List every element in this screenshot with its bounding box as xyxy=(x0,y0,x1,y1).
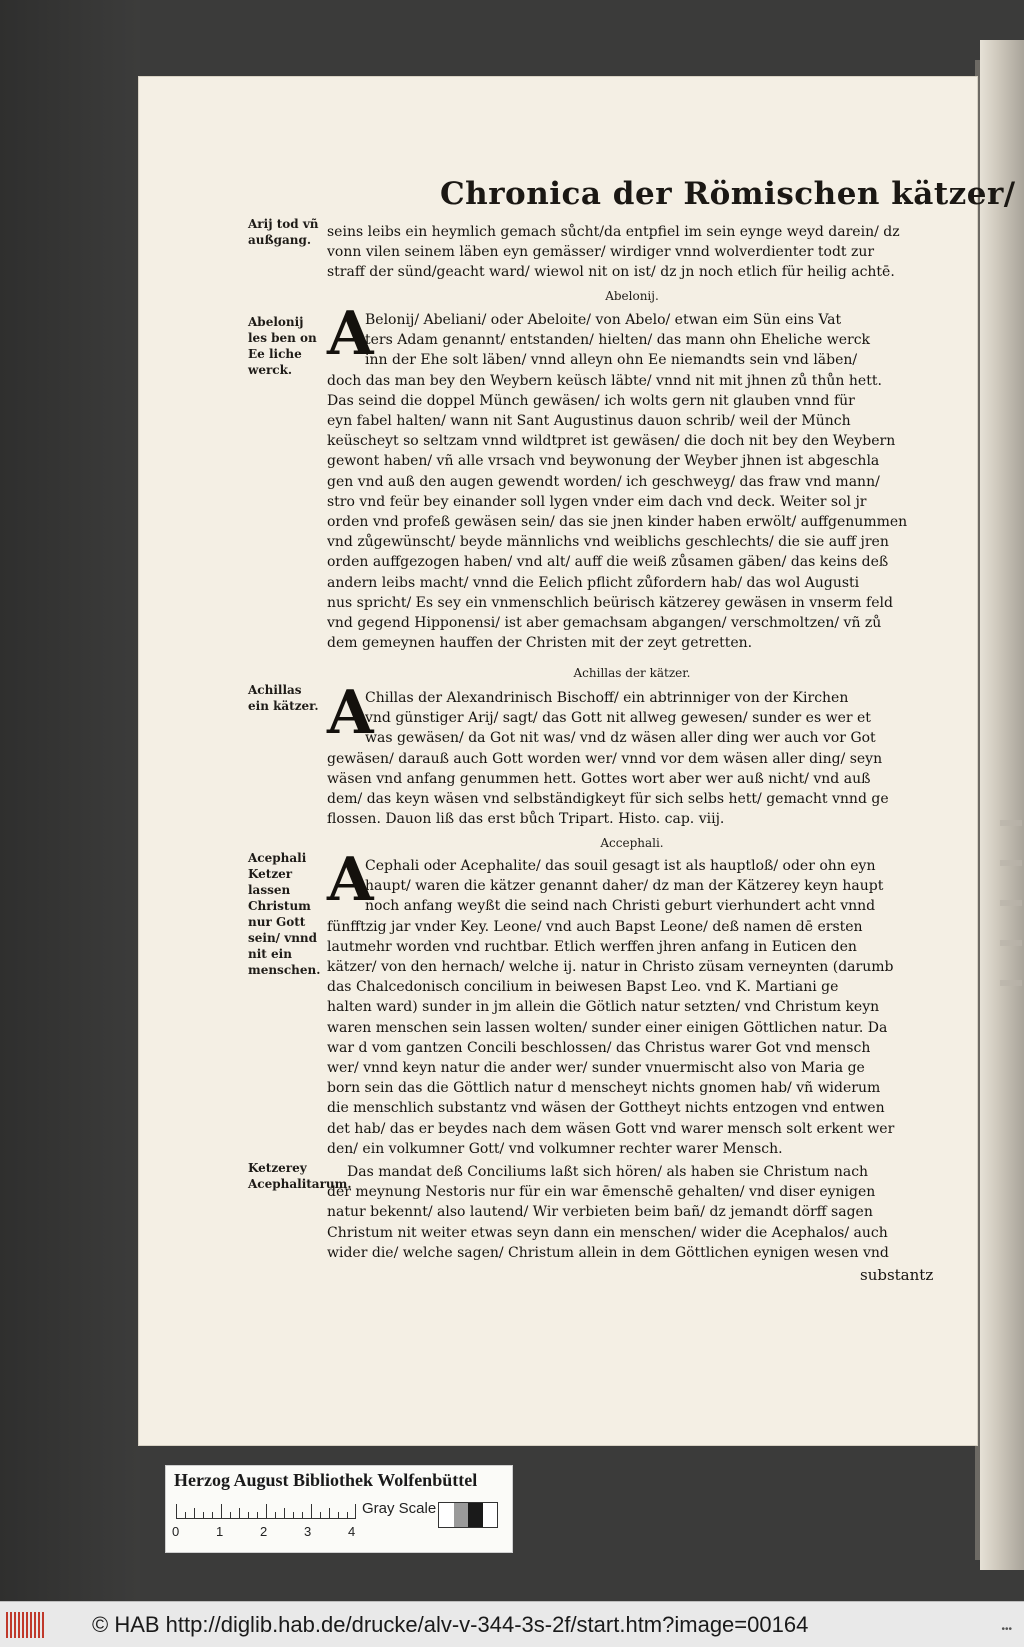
ruler-tick xyxy=(230,1512,231,1518)
drop-cap: A xyxy=(327,845,374,915)
ruler-number: 4 xyxy=(348,1524,356,1539)
margin-note: Arij tod vñ außgang. xyxy=(248,217,319,247)
gray-scale-swatches xyxy=(438,1502,498,1528)
text-line: keüscheyt so seltzam vnnd wildtpret ist gewäsen/ die doch nit bey den Weybern xyxy=(327,433,896,450)
gray-scale-label: Gray Scale xyxy=(362,1500,437,1517)
ruler-tick xyxy=(194,1508,195,1518)
text-line: was gewäsen/ da Got nit was/ vnd dz wäsen aller ding wer auch vor Got xyxy=(365,730,876,747)
gray-swatch xyxy=(468,1503,483,1527)
text-line: inn der Ehe solt läben/ vnnd alleyn ohn Ee niemandts sein vnd läben/ xyxy=(365,352,858,369)
text-line: war d vom gantzen Concili beschlossen/ das Christus warer Got vnd mensch xyxy=(327,1039,871,1056)
paragraph xyxy=(327,688,937,829)
text-line: Das mandat deß Conciliums laßt sich hören/ als haben sie Christum nach xyxy=(347,1164,869,1180)
ruler-tick xyxy=(203,1512,204,1518)
catchword: substantz xyxy=(860,1266,934,1284)
text-line: Christum nit weiter etwas seyn dann ein menschen/ wider die Acephalos/ auch xyxy=(327,1224,888,1241)
text-line: straff der sünd/geacht ward/ wiewol nit on ist/ dz jn noch etlich für heilig achtē. xyxy=(327,264,895,281)
paragraph xyxy=(327,310,937,653)
text-line: waren menschen sein lassen wolten/ sunder einer einigen Göttlichen natur. Da xyxy=(327,1019,888,1036)
more-icon: ••• xyxy=(1001,1624,1012,1635)
margin-note: Achillas ein kätzer. xyxy=(248,683,319,713)
text-line: det hab/ das er beydes nach dem wäsen Gott vnd warer mensch solt erkent wer xyxy=(327,1120,895,1137)
text-line: die menschlich substantz vnd wäsen der Gottheyt nichts entzogen vnd entwen xyxy=(327,1100,885,1117)
ruler-tick xyxy=(302,1512,303,1518)
ruler-tick xyxy=(338,1512,339,1518)
ruler-tick xyxy=(257,1512,258,1518)
text-line: den/ ein volkumner Gott/ vnd volkumner rechter warer Mensch. xyxy=(327,1140,783,1157)
gray-swatch xyxy=(483,1503,498,1527)
text-line: orden auffgezogen haben/ vnd alt/ auff die weiß zůsamen gäben/ das keins deß xyxy=(327,554,889,571)
paragraph xyxy=(327,1162,937,1263)
ruler-tick xyxy=(221,1504,222,1518)
ruler-number: 0 xyxy=(172,1524,180,1539)
ruler-tick xyxy=(355,1504,356,1518)
text-line: doch das man bey den Weybern keüsch läbte/ vnnd nit mit jhnen zů thůn hett. xyxy=(327,372,882,389)
text-line: andern leibs macht/ vnnd die Eelich pflicht zůfordern hab/ das wol Augusti xyxy=(327,574,860,591)
text-line: gewäsen/ darauß auch Gott worden wer/ vnnd vor dem wäsen aller ding/ seyn xyxy=(327,750,883,767)
margin-note: Acephali Ketzer lassen Christum nur Gott sein/ vnnd nit ein menschen. xyxy=(248,851,321,977)
copyright-url[interactable]: © HAB http://diglib.hab.de/drucke/alv-v-344-3s-2f/start.htm?image=00164 xyxy=(92,1612,809,1637)
ruler-tick xyxy=(266,1504,267,1518)
text-line: wäsen vnd anfang genummen hett. Gottes wort aber wer auß nicht/ vnd auß xyxy=(327,770,871,787)
text-line: natur bekennt/ also lautend/ Wir verbieten beim bañ/ dz jemandt dörff sagen xyxy=(327,1204,873,1221)
ruler-tick xyxy=(347,1512,348,1518)
text-line: seins leibs ein heymlich gemach sůcht/da entpfiel im sein eynge weyd darein/ dz xyxy=(327,224,900,240)
bleed-through-line xyxy=(1000,820,1022,826)
bleed-through-line xyxy=(1000,980,1022,986)
ruler-number: 2 xyxy=(260,1524,268,1539)
text-line: orden vnd profeß gewäsen sein/ das sie jnen kinder haben erwölt/ auffgenummen xyxy=(327,514,908,531)
page-title: Chronica der Römischen kätzer/ xyxy=(440,176,1016,212)
text-line: halten ward) sunder in jm allein die Götlich natur setzten/ vnd Christum keyn xyxy=(327,999,880,1016)
ruler-tick xyxy=(284,1508,285,1518)
ruler-tick xyxy=(329,1508,330,1518)
paragraph xyxy=(327,856,937,1159)
paragraph xyxy=(327,222,937,283)
scale-ruler xyxy=(176,1498,356,1519)
text-line: lautmehr worden vnd ruchtbar. Etlich werffen jhren anfang in Euticen den xyxy=(327,938,857,955)
ruler-number: 3 xyxy=(304,1524,312,1539)
hab-logo-icon xyxy=(6,1612,46,1638)
text-line: born sein das die Göttlich natur d menscheyt nichts gnomen hab/ vñ widerum xyxy=(327,1080,881,1097)
bleed-through-line xyxy=(1000,860,1022,866)
text-line: Belonij/ Abeliani/ oder Abeloite/ von Abelo/ etwan eim Sün eins Vat xyxy=(365,312,842,328)
text-line: Chillas der Alexandrinisch Bischoff/ ein abtrinniger von der Kirchen xyxy=(365,690,849,706)
ruler-tick xyxy=(320,1512,321,1518)
text-line: dem gemeynen hauffen der Christen mit der zeyt getretten. xyxy=(327,635,753,652)
drop-cap: A xyxy=(327,299,374,369)
margin-note: Ketzerey Acephalitarum. xyxy=(248,1161,352,1191)
ruler-tick xyxy=(176,1504,177,1518)
text-line: Cephali oder Acephalite/ das souil gesagt ist als hauptloß/ oder ohn eyn xyxy=(365,858,876,874)
left-shadow xyxy=(0,0,140,1601)
ruler-tick xyxy=(293,1512,294,1518)
text-line: wer/ vnnd keyn natur die ander wer/ sunder vnuermischt also von Maria ge xyxy=(327,1060,865,1077)
text-line: der meynung Nestoris nur für ein war ēmenschē gehalten/ vnd diser eynigen xyxy=(327,1184,876,1201)
text-line: eyn fabel halten/ wann nit Sant Augustinus dauon schrib/ weil der Münch xyxy=(327,413,851,430)
ruler-tick xyxy=(311,1504,312,1518)
text-line: gen vnd auß den augen gewendt worden/ ich geschweyg/ das fraw vnd mann/ xyxy=(327,473,880,490)
section-heading: Accephali. xyxy=(600,836,664,850)
text-line: kätzer/ von den hernach/ welche ij. natur in Christo züsam verneynten (darumb xyxy=(327,959,894,976)
text-line: Das seind die doppel Münch gewäsen/ ich wolts gern nit glauben vnnd für xyxy=(327,392,855,409)
bleed-through-line xyxy=(1000,900,1022,906)
text-line: nus spricht/ Es sey ein vnmenschlich beürisch kätzerey gewäsen in vnserm feld xyxy=(327,594,893,611)
color-calibration-card xyxy=(165,1465,513,1553)
text-line: flossen. Dauon liß das erst bůch Tripart. Histo. cap. viij. xyxy=(327,811,725,828)
library-name: Herzog August Bibliothek Wolfenbüttel xyxy=(174,1470,478,1490)
next-page-edge xyxy=(980,40,1024,1570)
ruler-tick xyxy=(185,1512,186,1518)
margin-note: Abelonij les ben on Ee liche werck. xyxy=(248,315,317,377)
text-line: gewont haben/ vñ alle vrsach vnd beywonung der Weyber jhnen ist abgeschla xyxy=(327,453,880,470)
text-line: stro vnd feür bey einander soll lygen vnder eim dach vnd deck. Weiter sol jr xyxy=(327,493,867,510)
section-heading: Achillas der kätzer. xyxy=(573,666,691,680)
section-heading: Abelonij. xyxy=(605,289,659,303)
text-line: dem/ das keyn wäsen vnd selbständigkeyt für sich selbs hett/ gemacht vnnd ge xyxy=(327,791,889,808)
text-line: vnd gegend Hipponensi/ ist aber gemachsam abgangen/ verschmoltzen/ vñ zů xyxy=(327,615,882,632)
gray-swatch xyxy=(454,1503,469,1527)
text-line: das Chalcedonisch concilium in beiwesen Bapst Leo. vnd K. Martiani ge xyxy=(327,979,839,996)
gray-swatch xyxy=(439,1503,454,1527)
text-line: haupt/ waren die kätzer genannt daher/ dz man der Kätzerey keyn haupt xyxy=(365,878,884,895)
ruler-tick xyxy=(275,1512,276,1518)
text-line: ters Adam genannt/ entstanden/ hielten/ das mann ohn Eheliche werck xyxy=(365,332,871,349)
text-line: noch anfang weyßt die seind nach Christi geburt vierhundert acht vnnd xyxy=(365,898,876,915)
text-line: wider die/ welche sagen/ Christum allein in dem Göttlichen eynigen wesen vnd xyxy=(327,1244,889,1261)
text-line: vonn vilen seinem läben eyn gemässer/ wirdiger vnnd wolverdienter todt zur xyxy=(327,244,875,261)
ruler-tick xyxy=(212,1512,213,1518)
ruler-number: 1 xyxy=(216,1524,224,1539)
ruler-tick xyxy=(248,1512,249,1518)
bleed-through-line xyxy=(1000,940,1022,946)
text-line: vnd günstiger Arij/ sagt/ das Gott nit allweg gewesen/ sunder es wer et xyxy=(365,710,871,727)
footer-bar xyxy=(0,1601,1024,1647)
drop-cap: A xyxy=(327,678,374,748)
ruler-tick xyxy=(239,1508,240,1518)
text-line: fünfftzig jar vnder Key. Leone/ vnd auch Bapst Leone/ deß namen dē ersten xyxy=(327,918,863,935)
text-line: vnd zůgewünscht/ beyde männlichs vnd weiblichs geschlechts/ die sie auff jren xyxy=(327,534,889,551)
